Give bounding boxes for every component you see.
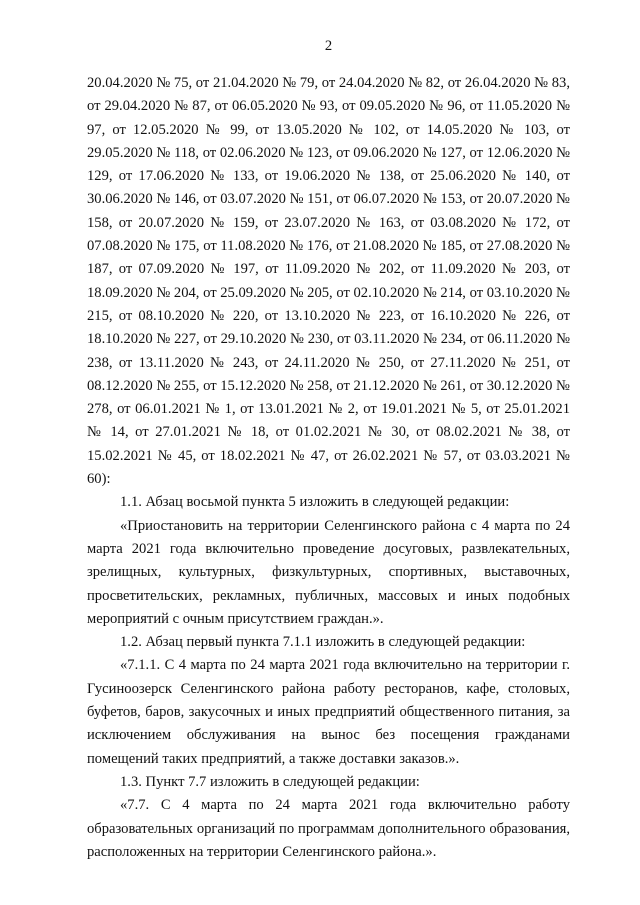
paragraph-item-1-2: 1.2. Абзац первый пункта 7.1.1 изложить в следующей редакции: [120, 634, 526, 651]
paragraph-quote-1-2: «7.1.1. С 4 марта по 24 марта 2021 года включительно на территории г. Гусиноозерск Селенгинского района работу ресторанов, кафе, столовых, буфетов, баров, закусочных и иных предприятий общественного питания, за исключением обслуживания на вынос без посещения гражданами помещений таких предприятий, а также доставки заказов.». [87, 657, 570, 767]
paragraph-quote-1-1: «Приостановить на территории Селенгинского района с 4 марта по 24 марта 2021 года включительно проведение досуговых, развлекательных, зрелищных, культурных, физкультурных, спортивных, выставочных, просветительских, рекламных, публичных, массовых и иных подобных мероприятий с очным присутствием граждан.». [87, 517, 570, 627]
page-number: 2 [324, 38, 333, 54]
paragraph-decree-list: 20.04.2020 № 75, от 21.04.2020 № 79, от 24.04.2020 № 82, от 26.04.2020 № 83, от 29.04.2020 № 87, от 06.05.2020 № 93, от 09.05.2020 № 96, от 11.05.2020 № 97, от 12.05.2020 № 99, от 13.05.2020 № 102, от 14.05.2020 № 103, от 29.05.2020 № 118, от 02.06.2020 № 123, от 09.06.2020 № 127, от 12.06.2020 № 129, от 17.06.2020 № 133, от 19.06.2020 № 138, от 25.06.2020 № 140, от 30.06.2020 № 146, от 03.07.2020 № 151, от 06.07.2020 № 153, от 20.07.2020 № 158, от 20.07.2020 № 159, от 23.07.2020 № 163, от 03.08.2020 № 172, от 07.08.2020 № 175, от 11.08.2020 № 176, от 21.08.2020 № 185, от 27.08.2020 № 187, от 07.09.2020 № 197, от 11.09.2020 № 202, от 11.09.2020 № 203, от 18.09.2020 № 204, от 25.09.2020 № 205, от 02.10.2020 № 214, от 03.10.2020 № 215, от 08.10.2020 № 220, от 13.10.2020 № 223, от 16.10.2020 № 226, от 18.10.2020 № 227, от 29.10.2020 № 230, от 03.11.2020 № 234, от 06.11.2020 № 238, от 13.11.2020 № 243, от 24.11.2020 № 250, от 27.11.2020 № 251, от 08.12.2020 № 255, от 15.12.2020 № 258, от 21.12.2020 № 261, от 30.12.2020 № 278, от 06.01.2021 № 1, от 13.01.2021 № 2, от 19.01.2021 № 5, от 25.01.2021 № 14, от 27.01.2021 № 18, от 01.02.2021 № 30, от 08.02.2021 № 38, от 15.02.2021 № 45, от 18.02.2021 № 47, от 26.02.2021 № 57, от 03.03.2021 № 60): [87, 75, 570, 488]
paragraph-quote-1-3: «7.7. С 4 марта по 24 марта 2021 года включительно работу образовательных организаций по программам дополнительного образования, расположенных на территории Селенгинского района.». [87, 797, 570, 860]
paragraph-item-1-1: 1.1. Абзац восьмой пункта 5 изложить в следующей редакции: [120, 494, 510, 511]
paragraph-item-1-3: 1.3. Пункт 7.7 изложить в следующей редакции: [120, 773, 420, 790]
